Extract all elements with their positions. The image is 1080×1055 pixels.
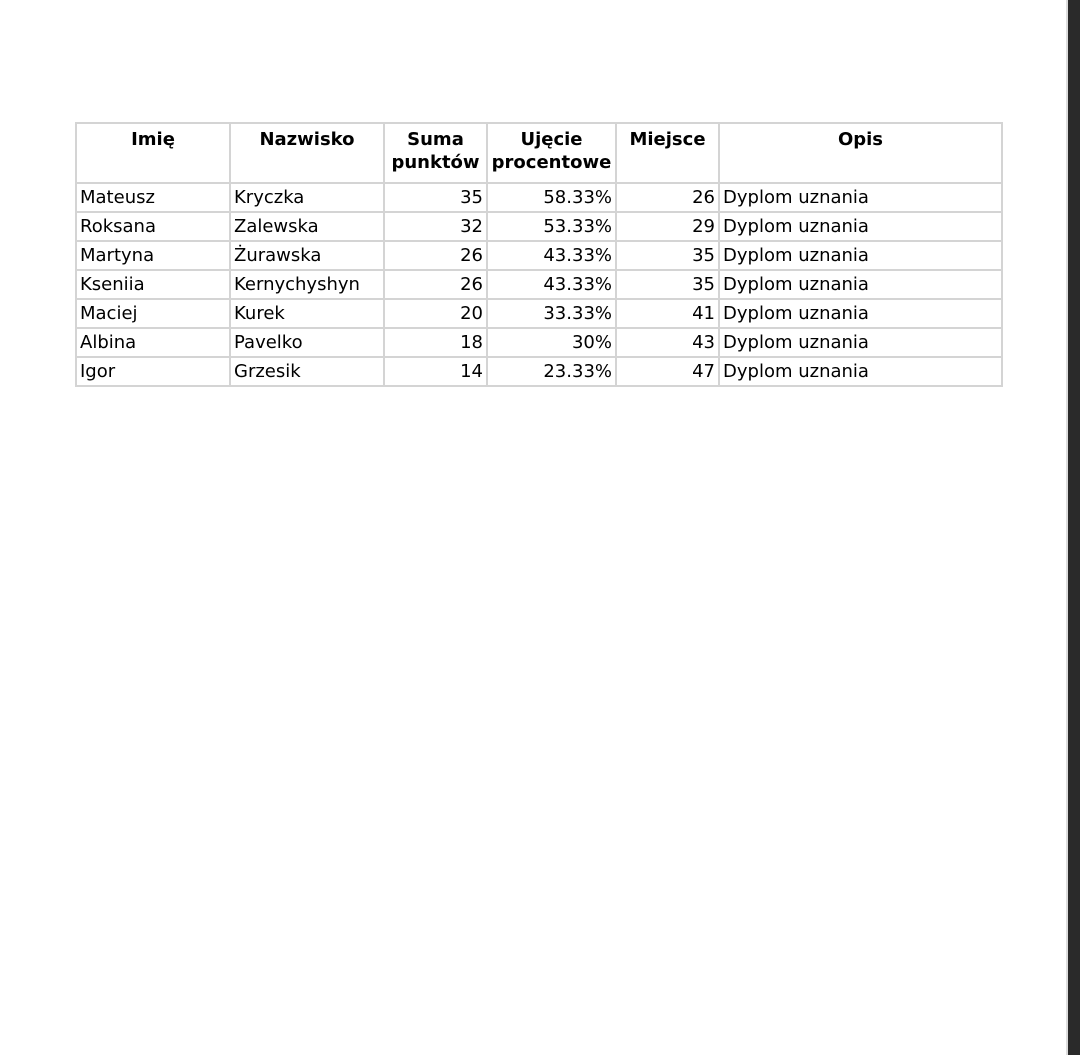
cell-percentage: 43.33% — [487, 270, 616, 299]
cell-description: Dyplom uznania — [719, 183, 1002, 212]
cell-last-name: Kurek — [230, 299, 384, 328]
cell-first-name: Kseniia — [76, 270, 230, 299]
cell-place: 47 — [616, 357, 719, 386]
cell-points-total: 26 — [384, 270, 487, 299]
header-first-name: Imię — [76, 123, 230, 183]
cell-first-name: Mateusz — [76, 183, 230, 212]
cell-percentage: 58.33% — [487, 183, 616, 212]
cell-description: Dyplom uznania — [719, 212, 1002, 241]
cell-place: 35 — [616, 241, 719, 270]
cell-points-total: 18 — [384, 328, 487, 357]
cell-place: 29 — [616, 212, 719, 241]
cell-percentage: 33.33% — [487, 299, 616, 328]
results-table — [75, 122, 1003, 387]
viewer-right-edge — [1068, 0, 1080, 1055]
cell-first-name: Roksana — [76, 212, 230, 241]
header-percentage: Ujęcie procentowe — [487, 123, 616, 183]
cell-last-name: Kernychyshyn — [230, 270, 384, 299]
cell-description: Dyplom uznania — [719, 328, 1002, 357]
cell-points-total: 20 — [384, 299, 487, 328]
header-place: Miejsce — [616, 123, 719, 183]
table-row — [76, 299, 1002, 328]
cell-first-name: Martyna — [76, 241, 230, 270]
cell-place: 41 — [616, 299, 719, 328]
header-points-total: Suma punktów — [384, 123, 487, 183]
cell-points-total: 26 — [384, 241, 487, 270]
cell-description: Dyplom uznania — [719, 299, 1002, 328]
cell-place: 26 — [616, 183, 719, 212]
cell-last-name: Pavelko — [230, 328, 384, 357]
cell-first-name: Maciej — [76, 299, 230, 328]
cell-points-total: 32 — [384, 212, 487, 241]
cell-last-name: Zalewska — [230, 212, 384, 241]
table-row — [76, 357, 1002, 386]
cell-description: Dyplom uznania — [719, 241, 1002, 270]
cell-points-total: 35 — [384, 183, 487, 212]
cell-first-name: Igor — [76, 357, 230, 386]
table-row — [76, 241, 1002, 270]
table-row — [76, 212, 1002, 241]
cell-percentage: 53.33% — [487, 212, 616, 241]
cell-percentage: 30% — [487, 328, 616, 357]
cell-points-total: 14 — [384, 357, 487, 386]
table-row — [76, 270, 1002, 299]
cell-description: Dyplom uznania — [719, 357, 1002, 386]
cell-first-name: Albina — [76, 328, 230, 357]
header-last-name: Nazwisko — [230, 123, 384, 183]
cell-description: Dyplom uznania — [719, 270, 1002, 299]
cell-last-name: Grzesik — [230, 357, 384, 386]
cell-percentage: 23.33% — [487, 357, 616, 386]
table-row — [76, 328, 1002, 357]
table-row — [76, 183, 1002, 212]
cell-last-name: Żurawska — [230, 241, 384, 270]
cell-place: 35 — [616, 270, 719, 299]
header-row — [76, 123, 1002, 183]
header-description: Opis — [719, 123, 1002, 183]
cell-percentage: 43.33% — [487, 241, 616, 270]
cell-place: 43 — [616, 328, 719, 357]
cell-last-name: Kryczka — [230, 183, 384, 212]
